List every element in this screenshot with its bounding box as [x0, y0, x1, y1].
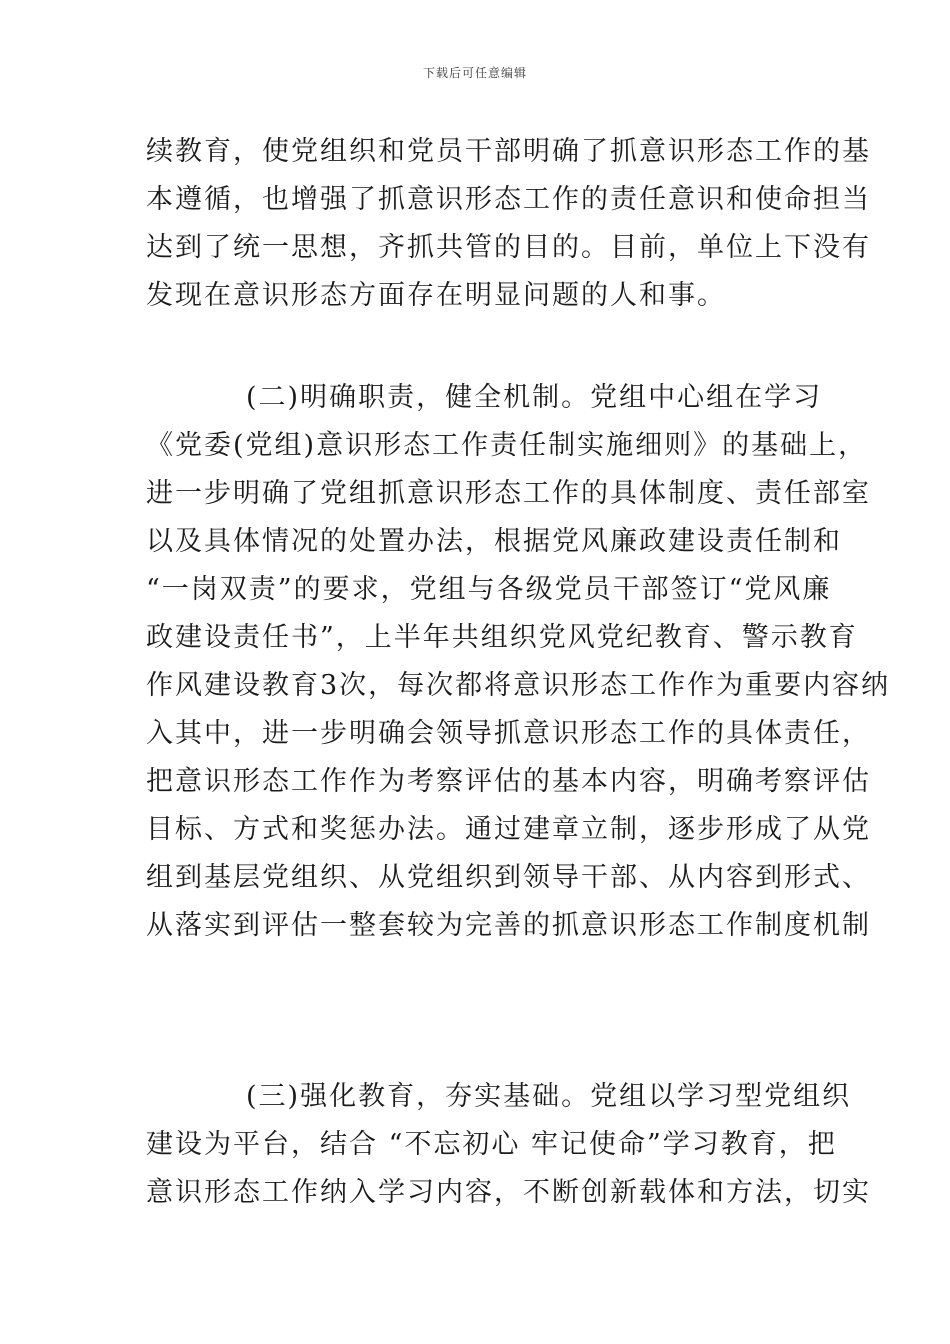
paragraph-line: (三)强化教育，夯实基础。党组以学习型党组织	[246, 1081, 852, 1112]
paragraph-2	[146, 374, 891, 950]
paragraph-line: 建设为平台，结合 “不忘初心 牢记使命”学习教育，把	[146, 1129, 837, 1160]
paragraph-line: 目标、方式和奖惩办法。通过建章立制，逐步形成了从党	[146, 814, 871, 845]
paragraph-line: 意识形态工作纳入学习内容，不断创新载体和方法，切实	[146, 1177, 871, 1208]
paragraph-line: 入其中，进一步明确会领导抓意识形态工作的具体责任，	[146, 718, 871, 749]
paragraph-line: 组到基层党组织、从党组织到领导干部、从内容到形式、	[146, 862, 871, 893]
paragraph-line: 作风建设教育3次，每次都将意识形态工作作为重要内容纳	[146, 670, 891, 701]
paragraph-line: 《党委(党组)意识形态工作责任制实施细则》的基础上，	[146, 430, 868, 461]
paragraph-line: 以及具体情况的处置办法，根据党风廉政建设责任制和	[146, 526, 842, 557]
header-note: 下载后可任意编辑	[422, 66, 527, 80]
paragraph-line: “一岗双责”的要求，党组与各级党员干部签订“党风廉	[146, 574, 832, 605]
paragraph-line: 发现在意识形态方面存在明显问题的人和事。	[146, 280, 726, 311]
paragraph-line: 进一步明确了党组抓意识形态工作的具体制度、责任部室	[146, 478, 871, 509]
paragraph-3	[146, 1073, 871, 1217]
paragraph-line: (二)明确职责，健全机制。党组中心组在学习	[246, 382, 823, 413]
paragraph-line: 从落实到评估一整套较为完善的抓意识形态工作制度机制	[146, 910, 871, 941]
paragraph-line: 续教育，使党组织和党员干部明确了抓意识形态工作的基	[146, 136, 871, 167]
paragraph-line: 把意识形态工作作为考察评估的基本内容，明确考察评估	[146, 766, 871, 797]
paragraph-line: 政建设责任书”，上半年共组织党风党纪教育、警示教育	[146, 622, 858, 653]
paragraph-1	[146, 128, 871, 320]
paragraph-line: 达到了统一思想，齐抓共管的目的。目前，单位上下没有	[146, 232, 871, 263]
paragraph-line: 本遵循，也增强了抓意识形态工作的责任意识和使命担当	[146, 184, 871, 215]
